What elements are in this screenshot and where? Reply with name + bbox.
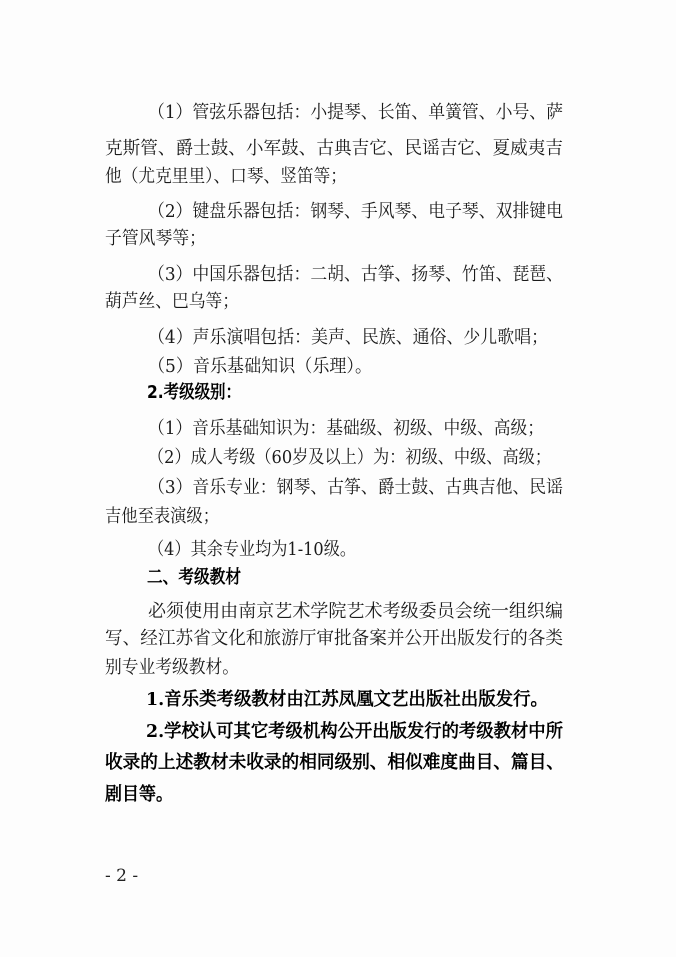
text-line: （1）音乐基础知识为：基础级、初级、中级、高级； xyxy=(148,418,544,439)
text-line: 写、经江苏省文化和旅游厅审批备案并公开出版发行的各类 xyxy=(105,628,563,649)
page-number: - 2 - xyxy=(105,866,139,886)
section-heading: 2.考级级别： xyxy=(147,382,241,403)
text-line: （3）音乐专业：钢琴、古筝、爵士鼓、古典吉他、民谣 xyxy=(148,477,563,498)
text-line: 别专业考级教材。 xyxy=(105,657,239,678)
text-line: 必须使用由南京艺术学院艺术考级委员会统一组织编 xyxy=(148,601,563,622)
text-line: 克斯管、爵士鼓、小军鼓、古典吉它、民谣吉它、夏威夷吉 xyxy=(105,138,563,159)
text-line: （2）键盘乐器包括：钢琴、手风琴、电子琴、双排键电 xyxy=(148,201,563,222)
text-line: （3）中国乐器包括：二胡、古筝、扬琴、竹笛、琵琶、 xyxy=(148,264,563,285)
text-line: （5）音乐基础知识（乐理）。 xyxy=(148,356,372,377)
text-line-bold: 1.音乐类考级教材由江苏凤凰文艺出版社出版发行。 xyxy=(146,689,548,710)
text-line: 吉他至表演级； xyxy=(105,506,219,527)
text-line: 他（尤克里里）、口琴、竖笛等； xyxy=(105,166,347,187)
text-line-bold: 2.学校认可其它考级机构公开出版发行的考级教材中所 xyxy=(146,721,563,742)
text-line: 葫芦丝、巴乌等； xyxy=(105,291,239,312)
text-line: （4）其余专业均为1-10级。 xyxy=(148,539,356,560)
text-line: （1）管弦乐器包括：小提琴、长笛、单簧管、小号、萨 xyxy=(148,102,563,123)
text-line: （4）声乐演唱包括：美声、民族、通俗、少儿歌唱； xyxy=(148,327,548,348)
text-line-bold: 剧目等。 xyxy=(105,784,173,805)
text-line: （2）成人考级（60岁及以上）为：初级、中级、高级； xyxy=(148,447,551,468)
text-line: 子管风琴等； xyxy=(105,228,206,249)
text-line-bold: 收录的上述教材未收录的相同级别、相似难度曲目、篇目、 xyxy=(105,752,564,773)
section-heading: 二、考级教材 xyxy=(147,567,241,588)
